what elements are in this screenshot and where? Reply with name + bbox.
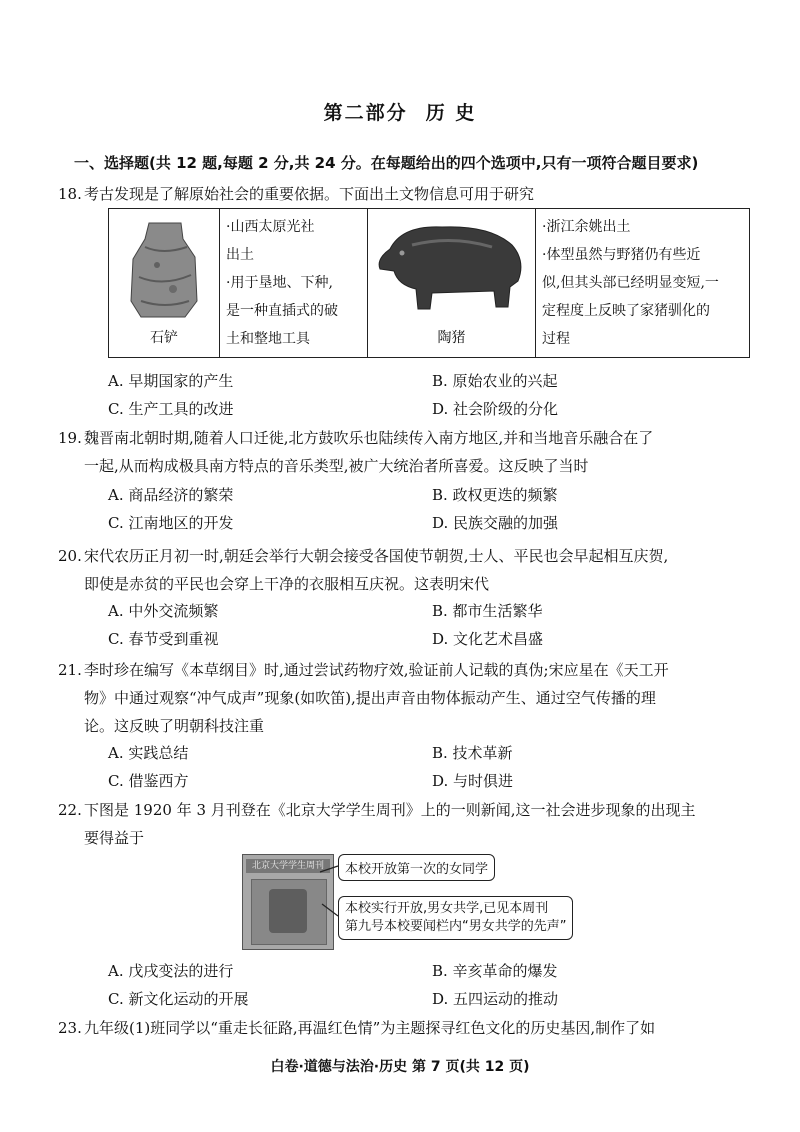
page-footer: 白卷·道德与法治·历史 第 7 页(共 12 页) <box>270 1059 530 1075</box>
question-text: 一起,从而构成极具南方特点的音乐类型,被广大统治者所喜爱。这反映了当时 <box>84 457 589 475</box>
option-a[interactable]: A. 实践总结 <box>108 744 189 762</box>
artifact-table <box>108 208 750 358</box>
question-text: 即使是赤贫的平民也会穿上干净的衣服相互庆祝。这表明宋代 <box>84 575 490 593</box>
callout-line: 本校实行开放,男女共学,已见本周刊 <box>345 901 549 916</box>
question-text: 要得益于 <box>84 829 145 847</box>
option-b[interactable]: B. 技术革新 <box>432 744 513 762</box>
pottery-pig-cell <box>367 209 535 357</box>
option-c[interactable]: C. 江南地区的开发 <box>108 514 234 532</box>
option-c[interactable]: C. 新文化运动的开展 <box>108 990 249 1008</box>
info-line: 过程 <box>542 331 570 347</box>
page-title <box>0 98 800 125</box>
info-line: ·体型虽然与野猪仍有些近 <box>542 247 701 263</box>
option-a[interactable]: A. 商品经济的繁荣 <box>108 486 234 504</box>
question-number: 20. <box>58 547 82 565</box>
question-text: 论。这反映了明朝科技注重 <box>84 717 265 735</box>
stone-shovel-image <box>111 217 217 327</box>
option-d[interactable]: D. 民族交融的加强 <box>432 514 559 532</box>
option-c[interactable]: C. 生产工具的改进 <box>108 400 234 418</box>
question-20 <box>58 542 760 598</box>
option-a[interactable]: A. 戊戌变法的进行 <box>108 962 234 980</box>
title-left: 第二部分 <box>323 102 408 124</box>
option-b[interactable]: B. 都市生活繁华 <box>432 602 543 620</box>
stone-shovel-info <box>219 209 367 357</box>
option-b[interactable]: B. 政权更迭的频繁 <box>432 486 558 504</box>
question-text: 魏晋南北朝时期,随着人口迁徙,北方鼓吹乐也陆续传入南方地区,并和当地音乐融合在了 <box>84 429 654 447</box>
pottery-pig-image <box>372 215 532 319</box>
info-line: 似,但其头部已经明显变短,一 <box>542 275 719 291</box>
option-d[interactable]: D. 与时俱进 <box>432 772 514 790</box>
option-c[interactable]: C. 借鉴西方 <box>108 772 189 790</box>
question-text: 李时珍在编写《本草纲目》时,通过尝试药物疗效,验证前人记载的真伪;宋应星在《天工开 <box>84 661 669 679</box>
option-a[interactable]: A. 中外交流频繁 <box>108 602 219 620</box>
question-number: 18. <box>58 185 82 203</box>
question-number: 23. <box>58 1019 82 1037</box>
callout-line: 第九号本校要闻栏内“男女共学的先声” <box>345 919 567 934</box>
question-19 <box>58 424 760 480</box>
info-line: 土和整地工具 <box>226 331 310 347</box>
info-line: ·浙江余姚出土 <box>542 219 631 235</box>
question-18 <box>58 180 760 208</box>
stone-shovel-cell <box>109 209 219 357</box>
question-text: 考古发现是了解原始社会的重要依据。下面出土文物信息可用于研究 <box>84 185 535 203</box>
newspaper-figure <box>242 852 582 952</box>
question-21 <box>58 656 760 740</box>
option-d[interactable]: D. 五四运动的推动 <box>432 990 559 1008</box>
option-b[interactable]: B. 原始农业的兴起 <box>432 372 558 390</box>
question-22 <box>58 796 760 852</box>
question-text: 宋代农历正月初一时,朝廷会举行大朝会接受各国使节朝贺,士人、平民也会早起相互庆贺, <box>84 547 669 565</box>
info-line: ·山西太原光社 <box>226 219 315 235</box>
section-heading: 一、选择题(共 12 题,每题 2 分,共 24 分。在每题给出的四个选项中,只有一项符合题目要求) <box>74 154 699 172</box>
option-d[interactable]: D. 文化艺术昌盛 <box>432 630 544 648</box>
info-line: 出土 <box>226 247 254 263</box>
question-text: 下图是 1920 年 3 月刊登在《北京大学学生周刊》上的一则新闻,这一社会进步现象的出现主 <box>84 801 696 819</box>
question-23 <box>58 1014 760 1042</box>
question-number: 21. <box>58 661 82 679</box>
option-b[interactable]: B. 辛亥革命的爆发 <box>432 962 558 980</box>
callout-female-students: 本校开放第一次的女同学 <box>338 854 495 881</box>
newspaper-masthead: 北京大学学生周刊 <box>246 859 330 873</box>
info-line: ·用于垦地、下种, <box>226 275 333 291</box>
title-right: 历 史 <box>425 102 477 124</box>
pottery-pig-caption: 陶猪 <box>437 330 466 346</box>
question-text: 物》中通过观察“冲气成声”现象(如吹笛),提出声音由物体振动产生、通过空气传播的理 <box>84 689 656 707</box>
question-number: 19. <box>58 429 82 447</box>
info-line: 是一种直插式的破 <box>226 303 338 319</box>
question-text: 九年级(1)班同学以“重走长征路,再温红色情”为主题探寻红色文化的历史基因,制作了如 <box>84 1019 656 1037</box>
option-a[interactable]: A. 早期国家的产生 <box>108 372 234 390</box>
option-d[interactable]: D. 社会阶级的分化 <box>432 400 559 418</box>
option-c[interactable]: C. 春节受到重视 <box>108 630 219 648</box>
info-line: 定程度上反映了家猪驯化的 <box>542 303 710 319</box>
callout-coeducation <box>338 896 573 940</box>
question-number: 22. <box>58 801 82 819</box>
stone-shovel-caption: 石铲 <box>150 330 178 346</box>
pottery-pig-info <box>535 209 749 357</box>
